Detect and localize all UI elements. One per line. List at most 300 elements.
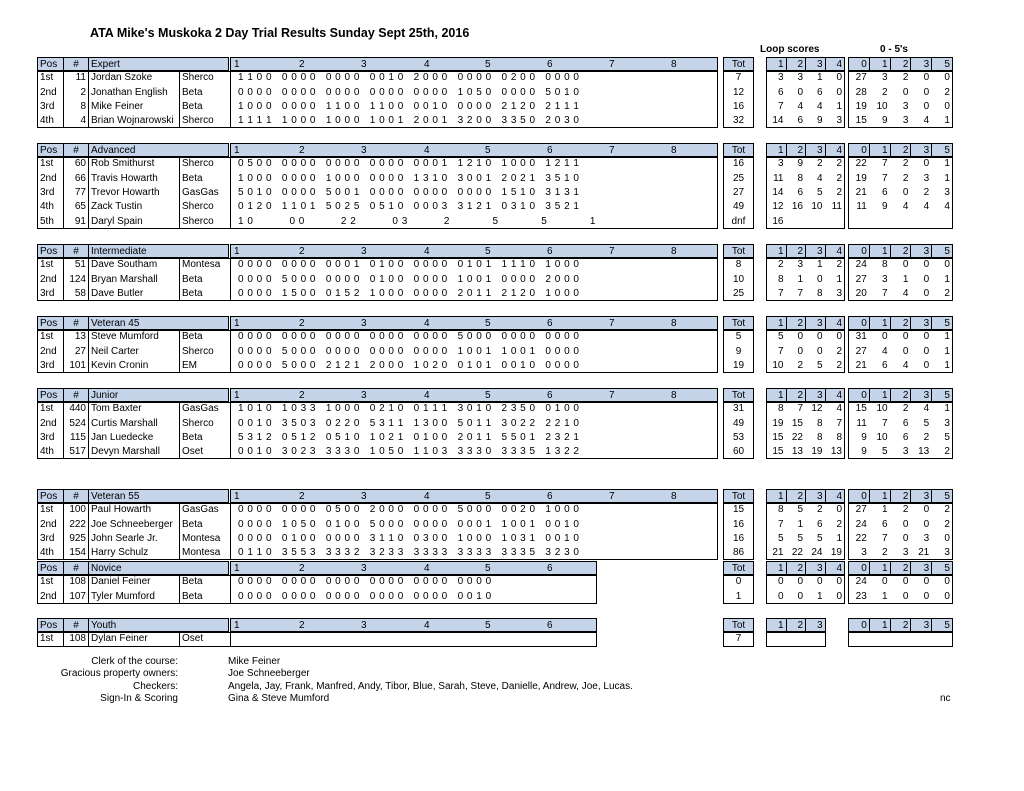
fives-count: 21 [855, 359, 867, 371]
loop-score: 14 [772, 115, 784, 127]
position: 1st [40, 331, 54, 343]
loop-score-header: 3 [805, 561, 826, 575]
loop-score: 1 [816, 72, 823, 84]
tot-header: Tot [723, 57, 754, 71]
loop-score: 7 [777, 100, 784, 112]
total: 8 [735, 259, 742, 271]
section-scores: 1 0 0 0 0 0 0 0 1 0 0 0 0 0 0 0 1 3 1 0 3 0 0 1 2 0 2 1 3 5 1 0 [238, 172, 580, 184]
fives-count: 1 [944, 172, 950, 184]
loop-score: 5 [816, 532, 823, 544]
fives-count: 0 [882, 331, 888, 343]
class-section [0, 388, 1024, 460]
loop-score: 3 [797, 259, 803, 271]
rider-name: Mike Feiner [91, 100, 144, 112]
loop-score-header: 1 [766, 618, 787, 632]
column-divider [63, 258, 64, 301]
rider-name: John Searle Jr. [91, 532, 158, 544]
fives-header: 3 [910, 561, 932, 575]
table-border [37, 632, 597, 646]
bike-make: GasGas [182, 186, 219, 198]
total-border [723, 632, 754, 646]
loop-score: 1 [816, 590, 823, 602]
fives-count: 21 [855, 186, 867, 198]
section-scores: 0 0 0 0 0 0 0 0 0 0 0 0 0 0 0 0 0 0 0 0 0 0 1 0 [238, 590, 492, 602]
loop-score: 11 [773, 172, 784, 184]
loop-number: 8 [671, 246, 677, 257]
fives-count: 9 [861, 431, 867, 443]
position: 2nd [40, 273, 57, 285]
loop-score: 15 [791, 417, 803, 429]
loop-score: 7 [797, 403, 803, 415]
bike-make: Oset [182, 633, 204, 645]
column-divider [179, 575, 180, 604]
rider-number: 77 [74, 186, 86, 198]
total: 16 [732, 158, 745, 170]
tot-header: Tot [723, 618, 754, 632]
column-divider [63, 575, 64, 604]
loop-score: 0 [797, 576, 803, 588]
loop-score-header: 1 [766, 143, 787, 157]
fives-count: 11 [856, 417, 867, 429]
class-section [0, 489, 1024, 561]
tot-header: Tot [723, 561, 754, 575]
loop-number: 2 [299, 563, 305, 574]
total: 5 [735, 331, 742, 343]
fives-count: 27 [855, 345, 867, 357]
rider-name: Daryl Spain [91, 215, 143, 227]
rider-number: 13 [74, 331, 86, 343]
fives-count: 0 [882, 576, 888, 588]
fives-count: 6 [882, 518, 888, 530]
loop-score: 8 [816, 417, 823, 429]
loop-number: 1 [234, 491, 240, 502]
fives-border [848, 157, 953, 229]
rider-name: Steve Mumford [91, 331, 159, 343]
fives-count: 4 [902, 287, 909, 299]
section-scores: 1 0 1 0 1 0 3 3 1 0 0 0 0 2 1 0 0 1 1 1 3 0 1 0 2 3 5 0 0 1 0 0 [238, 403, 580, 415]
num-header: # [63, 316, 89, 330]
column-divider [179, 503, 180, 560]
loop-score: 5 [816, 359, 823, 371]
loop-score: 8 [797, 172, 803, 184]
loop-number: 1 [234, 390, 240, 401]
fives-header: 1 [869, 316, 891, 330]
section-scores: 0 0 0 0 5 0 0 0 2 1 2 1 2 0 0 0 1 0 2 0 0 1 0 1 0 0 1 0 0 0 0 0 [238, 359, 580, 371]
fives-count: 1 [902, 273, 909, 285]
fives-header: 5 [931, 489, 953, 503]
section-scores: 0 0 0 0 0 0 0 0 0 0 0 0 0 0 0 0 0 0 0 0 5 0 0 0 0 0 0 0 0 0 0 0 [238, 331, 580, 343]
loop-score: 16 [791, 201, 803, 213]
loop-score: 19 [772, 417, 784, 429]
fives-count: 19 [855, 172, 867, 184]
loop-number: 4 [424, 145, 430, 156]
fives-count: 5 [882, 446, 888, 458]
loop-score-header: 1 [766, 244, 787, 258]
position: 3rd [40, 431, 55, 443]
fives-header: 3 [910, 618, 932, 632]
pos-header: Pos [37, 244, 64, 258]
bike-make: Oset [182, 446, 204, 458]
class-section [0, 561, 1024, 604]
fives-count: 0 [923, 518, 930, 530]
rider-name: Brian Wojnarowski [91, 115, 174, 127]
footer-label: Checkers: [132, 680, 178, 692]
loop-number: 6 [547, 145, 553, 156]
loop-number: 2 [299, 59, 305, 70]
rider-number: 108 [69, 576, 86, 588]
loop-number: 4 [424, 390, 430, 401]
position: 2nd [40, 590, 57, 602]
pos-header: Pos [37, 388, 64, 402]
class-name: Advanced [88, 143, 229, 157]
fives-count: 0 [923, 590, 930, 602]
loop-score: 8 [777, 273, 784, 285]
position: 1st [40, 576, 54, 588]
bike-make: Beta [182, 100, 203, 112]
loop-score-header: 1 [766, 561, 787, 575]
loop-score: 4 [797, 100, 803, 112]
loop-scores-border [766, 402, 845, 459]
fives-count: 2 [882, 86, 888, 98]
total: 15 [732, 504, 745, 516]
position: 1st [40, 403, 54, 415]
loop-number: 7 [609, 246, 615, 257]
loop-header [230, 143, 718, 157]
fives-count: 1 [882, 504, 888, 516]
bike-make: Beta [182, 518, 203, 530]
column-divider [63, 632, 64, 646]
fives-count: 0 [902, 532, 909, 544]
table-border [37, 258, 718, 301]
loop-score: 8 [777, 403, 784, 415]
loop-score: 5 [797, 504, 803, 516]
rider-number: 51 [74, 259, 86, 271]
rider-name: Curtis Marshall [91, 417, 158, 429]
fives-count: 0 [902, 259, 909, 271]
rider-number: 100 [69, 504, 86, 516]
tot-header: Tot [723, 489, 754, 503]
fives-header: 5 [931, 244, 953, 258]
fives-count: 3 [902, 115, 909, 127]
fives-header: 1 [869, 57, 891, 71]
position: 2nd [40, 345, 57, 357]
rider-name: Jan Luedecke [91, 431, 154, 443]
bike-make: Beta [182, 576, 203, 588]
section-scores: 0 0 0 0 5 0 0 0 0 0 0 0 0 1 0 0 0 0 0 0 1 0 0 1 0 0 0 0 2 0 0 0 [238, 273, 580, 285]
rider-number: 925 [69, 532, 86, 544]
loop-scores-border [766, 632, 826, 646]
fives-count: 0 [944, 590, 950, 602]
table-border [37, 71, 718, 128]
loop-score-header: 4 [825, 244, 846, 258]
loop-score: 21 [772, 547, 784, 559]
rider-name: Daniel Feiner [91, 576, 151, 588]
fives-count: 24 [855, 518, 867, 530]
loop-number: 5 [485, 390, 491, 401]
fives-header: 2 [890, 388, 912, 402]
rider-number: 101 [69, 359, 86, 371]
fives-count: 0 [902, 576, 909, 588]
loop-number: 5 [485, 491, 491, 502]
loop-score: 1 [797, 273, 803, 285]
fives-header: 0 [848, 316, 870, 330]
class-header [0, 618, 1024, 632]
num-header: # [63, 489, 89, 503]
fives-header: 2 [890, 143, 912, 157]
fives-count: 0 [923, 86, 930, 98]
fives-count: 20 [855, 287, 867, 299]
fives-count: 0 [944, 259, 950, 271]
fives-count: 7 [882, 287, 888, 299]
loop-score-header: 4 [825, 57, 846, 71]
loop-number: 7 [609, 390, 615, 401]
loop-score: 2 [836, 186, 842, 198]
fives-header: 1 [869, 244, 891, 258]
rider-number: 115 [70, 431, 86, 443]
fives-header: 3 [910, 244, 932, 258]
fives-border [848, 575, 953, 604]
loop-score: 15 [772, 446, 784, 458]
bike-make: Beta [182, 273, 203, 285]
loop-score-header: 2 [786, 244, 807, 258]
fives-header: 2 [890, 618, 912, 632]
column-divider [63, 71, 64, 128]
bike-make: Montesa [182, 547, 221, 559]
loop-number: 6 [547, 318, 553, 329]
rider-number: 65 [74, 201, 86, 213]
rider-name: Jordan Szoke [91, 72, 153, 84]
column-divider [230, 632, 231, 646]
fives-count: 5 [923, 417, 930, 429]
fives-count: 27 [855, 273, 867, 285]
loop-score-header: 2 [786, 316, 807, 330]
column-divider [63, 402, 64, 459]
bike-make: Beta [182, 86, 203, 98]
rider-number: 58 [74, 287, 86, 299]
loop-number: 6 [547, 620, 553, 631]
fives-count: 3 [882, 273, 888, 285]
fives-header: 3 [910, 388, 932, 402]
footer-label: Clerk of the course: [91, 656, 178, 667]
position: 3rd [40, 359, 55, 371]
bike-make: Sherco [182, 158, 214, 170]
num-header: # [63, 561, 89, 575]
section-scores: 1 0 0 0 2 2 0 3 2 5 5 1 [238, 215, 596, 227]
bike-make: Beta [182, 590, 203, 602]
class-header [0, 57, 1024, 71]
fives-count: 2 [944, 287, 950, 299]
position: 1st [40, 158, 54, 170]
loop-number: 2 [299, 145, 305, 156]
loop-score: 22 [791, 431, 803, 443]
fives-count: 1 [944, 115, 950, 127]
fives-border [848, 632, 953, 646]
loop-header [230, 618, 597, 632]
fives-count: 0 [923, 72, 930, 84]
fives-count: 3 [923, 532, 930, 544]
fives-count: 24 [855, 576, 867, 588]
num-header: # [63, 57, 89, 71]
total: 1 [735, 590, 742, 602]
loop-score-header: 1 [766, 388, 787, 402]
loop-score: 3 [797, 72, 803, 84]
fives-header: 0 [848, 388, 870, 402]
footer-value: Angela, Jay, Frank, Manfred, Andy, Tibor, Blue, Sarah, Steve, Danielle, Andrew, Joe, Lucas. [228, 680, 633, 692]
column-divider [179, 330, 180, 373]
fives-header: 1 [869, 489, 891, 503]
fives-count: 4 [923, 201, 930, 213]
class-name: Junior [88, 388, 229, 402]
column-divider [179, 402, 180, 459]
total-border [723, 258, 754, 301]
loop-score: 8 [836, 431, 842, 443]
fives-count: 5 [944, 431, 950, 443]
footer-label: Sign-In & Scoring [100, 692, 178, 704]
loop-score: 7 [777, 287, 784, 299]
loop-header [230, 57, 718, 71]
loop-score: 5 [777, 532, 784, 544]
loop-score: 0 [797, 590, 803, 602]
fives-count: 0 [923, 273, 930, 285]
rider-name: Tyler Mumford [91, 590, 155, 602]
loop-number: 3 [361, 390, 367, 401]
loop-score-header: 4 [825, 316, 846, 330]
loop-score: 0 [777, 590, 784, 602]
loop-score: 2 [836, 359, 842, 371]
fives-header: 1 [869, 143, 891, 157]
loop-header [230, 489, 718, 503]
section-scores: 5 3 1 2 0 5 1 2 0 5 1 0 1 0 2 1 0 1 0 0 2 0 1 1 5 5 0 1 2 3 2 1 [238, 431, 580, 443]
loop-score: 19 [830, 547, 842, 559]
loop-score: 2 [836, 158, 842, 170]
loop-score: 24 [811, 547, 823, 559]
loop-number: 1 [234, 145, 240, 156]
fives-count: 0 [923, 287, 930, 299]
fives-count: 3 [944, 186, 950, 198]
rider-name: Dave Southam [91, 259, 158, 271]
fives-header: 0 [848, 618, 870, 632]
position: 1st [40, 633, 54, 645]
position: 4th [40, 115, 54, 127]
rider-name: Paul Howarth [91, 504, 152, 516]
fives-count: 3 [882, 72, 888, 84]
rider-number: 66 [74, 172, 86, 184]
loop-score: 3 [777, 72, 784, 84]
bike-make: Beta [182, 172, 203, 184]
section-scores: 0 0 0 0 1 5 0 0 0 1 5 2 1 0 0 0 0 0 0 0 2 0 1 1 2 1 2 0 1 0 0 0 [238, 287, 580, 299]
loop-score: 0 [836, 86, 842, 98]
loop-score: 3 [836, 115, 842, 127]
loop-score: 6 [816, 86, 823, 98]
fives-header: 3 [910, 57, 932, 71]
fives-count: 2 [923, 431, 930, 443]
page-title: ATA Mike's Muskoka 2 Day Trial Results Sunday Sept 25th, 2016 [90, 26, 470, 40]
total-border [723, 575, 754, 604]
fives-count: 1 [944, 158, 950, 170]
loop-score: 10 [811, 201, 823, 213]
loop-score: 0 [836, 331, 842, 343]
fives-header: 2 [890, 244, 912, 258]
footer-value: Gina & Steve Mumford [228, 692, 330, 704]
fives-count: 8 [882, 259, 888, 271]
loop-score-header: 4 [825, 388, 846, 402]
loop-number: 5 [485, 145, 491, 156]
loop-score: 6 [797, 115, 803, 127]
total: 49 [732, 417, 745, 429]
loop-score: 0 [797, 345, 803, 357]
class-header [0, 388, 1024, 402]
loop-score: 2 [836, 345, 842, 357]
loop-score: 0 [816, 576, 823, 588]
fives-count: 1 [944, 403, 950, 415]
pos-header: Pos [37, 561, 64, 575]
total: 12 [732, 86, 745, 98]
fives-header: 1 [869, 561, 891, 575]
loop-score: 13 [791, 446, 803, 458]
fives-count: 3 [944, 417, 950, 429]
position: 5th [40, 215, 54, 227]
rider-name: Travis Howarth [91, 172, 158, 184]
column-divider [179, 258, 180, 301]
bike-make: GasGas [182, 403, 219, 415]
fives-count: 1 [944, 331, 950, 343]
loop-score: 1 [797, 518, 803, 530]
num-header: # [63, 244, 89, 258]
loop-score: 5 [797, 532, 803, 544]
loop-scores-label: Loop scores [760, 44, 820, 55]
loop-score: 8 [816, 287, 823, 299]
fives-count: 0 [923, 345, 930, 357]
loop-number: 3 [361, 246, 367, 257]
fives-header: 3 [910, 143, 932, 157]
loop-number: 2 [299, 318, 305, 329]
tot-header: Tot [723, 316, 754, 330]
rider-number: 124 [69, 273, 86, 285]
fives-count: 2 [944, 446, 950, 458]
loop-score: 7 [777, 518, 784, 530]
column-divider [88, 71, 89, 128]
class-section [0, 57, 1024, 129]
total: 31 [732, 403, 745, 415]
fives-count: 19 [855, 100, 867, 112]
fives-count: 0 [923, 158, 930, 170]
loop-score: 2 [797, 359, 803, 371]
total: 0 [735, 576, 742, 588]
fives-header: 1 [869, 388, 891, 402]
loop-score-header: 3 [805, 489, 826, 503]
fives-count: 1 [944, 359, 950, 371]
fives-border [848, 402, 953, 459]
class-section [0, 316, 1024, 373]
loop-score-header: 1 [766, 316, 787, 330]
class-header [0, 143, 1024, 157]
section-scores: 0 5 0 0 0 0 0 0 0 0 0 0 0 0 0 0 0 0 0 1 1 2 1 0 1 0 0 0 1 2 1 1 [238, 158, 580, 170]
fives-header: 0 [848, 244, 870, 258]
pos-header: Pos [37, 143, 64, 157]
loop-score-header: 3 [805, 57, 826, 71]
loop-score: 10 [772, 359, 784, 371]
fives-border [848, 330, 953, 373]
fives-header: 3 [910, 489, 932, 503]
fives-count: 24 [855, 259, 867, 271]
loop-scores-border [766, 503, 845, 560]
column-divider [179, 157, 180, 229]
fives-header: 0 [848, 143, 870, 157]
fives-count: 2 [902, 504, 909, 516]
loop-number: 8 [671, 145, 677, 156]
loop-score: 5 [777, 331, 784, 343]
loop-score: 1 [836, 100, 842, 112]
